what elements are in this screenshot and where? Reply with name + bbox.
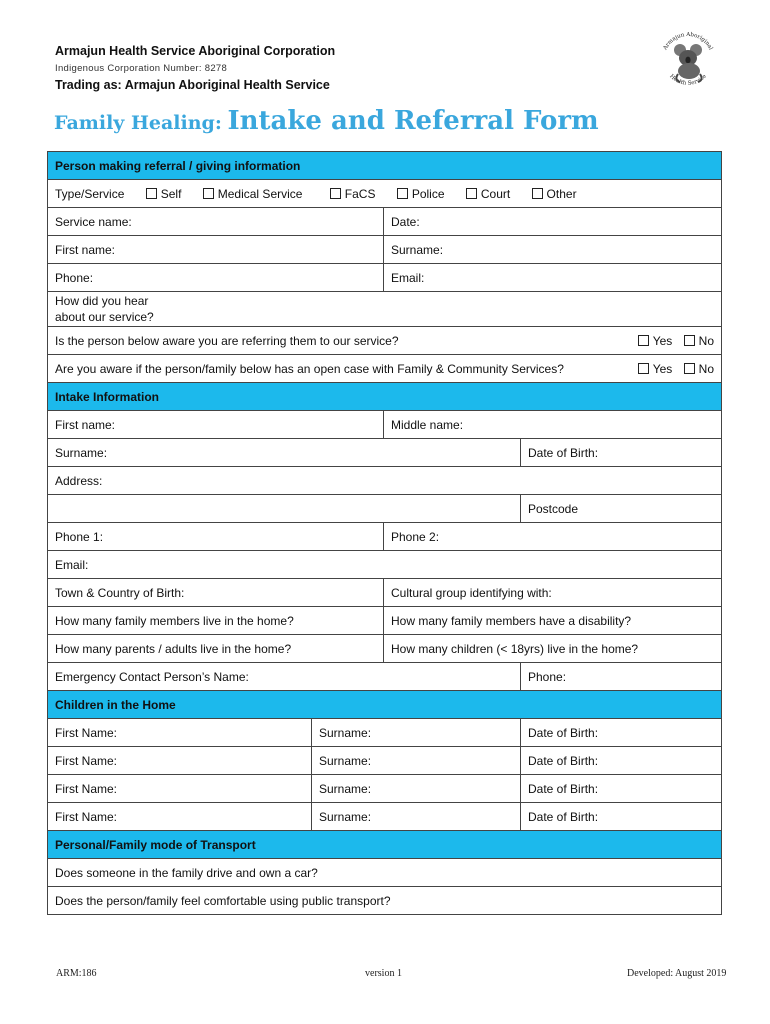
footer-developed-date: Developed: August 2019 <box>627 968 727 979</box>
child-dob-field[interactable]: Date of Birth: <box>521 747 722 775</box>
checkbox-facs-no[interactable] <box>684 363 695 374</box>
child-first-name-field[interactable]: First Name: <box>48 747 312 775</box>
how-heard-label-line1: How did you hear <box>55 293 149 308</box>
child-dob-field[interactable]: Date of Birth: <box>521 803 722 831</box>
child-surname-field[interactable]: Surname: <box>312 803 521 831</box>
child-dob-field[interactable]: Date of Birth: <box>521 719 722 747</box>
facs-question: Are you aware if the person/family below has an open case with Family & Community Services? <box>55 361 564 376</box>
svg-text:Armajun Aboriginal <box>662 32 714 52</box>
intake-email-field[interactable]: Email: <box>48 551 722 579</box>
footer-version: version 1 <box>365 968 402 979</box>
koala-logo-icon <box>658 30 718 90</box>
footer-form-code: ARM:186 <box>56 968 97 979</box>
cultural-group-field[interactable]: Cultural group identifying with: <box>384 579 722 607</box>
referrer-phone-field[interactable]: Phone: <box>48 264 384 292</box>
type-service-row <box>48 180 722 208</box>
aware-no-label: No <box>698 333 714 348</box>
checkbox-police[interactable] <box>397 188 408 199</box>
referrer-date-field[interactable]: Date: <box>384 208 722 236</box>
child-first-name-field[interactable]: First Name: <box>48 775 312 803</box>
checkbox-self[interactable] <box>146 188 157 199</box>
trading-as: Trading as: Armajun Aboriginal Health Service <box>55 78 330 92</box>
emergency-contact-name-field[interactable]: Emergency Contact Person’s Name: <box>48 663 521 691</box>
checkbox-medical-service[interactable] <box>203 188 214 199</box>
referrer-email-field[interactable]: Email: <box>384 264 722 292</box>
emergency-contact-phone-field[interactable]: Phone: <box>521 663 722 691</box>
intake-phone2-field[interactable]: Phone 2: <box>384 523 722 551</box>
referral-form-table <box>47 151 722 915</box>
aware-question-row <box>48 327 722 355</box>
public-transport-question-field[interactable]: Does the person/family feel comfortable using public transport? <box>48 887 722 915</box>
intake-middle-name-field[interactable]: Middle name: <box>384 411 722 439</box>
checkbox-facs-yes[interactable] <box>638 363 649 374</box>
section-referrer: Person making referral / giving information <box>48 152 722 180</box>
form-title <box>54 106 599 136</box>
referrer-first-name-field[interactable]: First name: <box>48 236 384 264</box>
child-dob-field[interactable]: Date of Birth: <box>521 775 722 803</box>
logo-bottom-text: Health Service <box>668 73 708 87</box>
intake-postcode-field[interactable]: Postcode <box>521 495 722 523</box>
parents-adults-count-field[interactable]: How many parents / adults live in the home? <box>48 635 384 663</box>
facs-no-label: No <box>698 361 714 376</box>
section-children: Children in the Home <box>48 691 722 719</box>
how-heard-label-line2: about our service? <box>55 310 154 324</box>
aware-yes-label: Yes <box>652 333 673 348</box>
checkbox-other[interactable] <box>532 188 543 199</box>
option-facs: FaCS <box>344 186 376 201</box>
section-transport: Personal/Family mode of Transport <box>48 831 722 859</box>
referrer-service-name-field[interactable]: Service name: <box>48 208 384 236</box>
aware-question: Is the person below aware you are referring them to our service? <box>55 333 399 348</box>
child-first-name-field[interactable]: First Name: <box>48 803 312 831</box>
child-surname-field[interactable]: Surname: <box>312 747 521 775</box>
town-country-birth-field[interactable]: Town & Country of Birth: <box>48 579 384 607</box>
checkbox-court[interactable] <box>466 188 477 199</box>
checkbox-facs[interactable] <box>330 188 341 199</box>
intake-address-field[interactable]: Address: <box>48 467 722 495</box>
option-police: Police <box>411 186 445 201</box>
type-service-label: Type/Service <box>55 186 125 201</box>
org-header <box>55 44 335 92</box>
table-row <box>48 803 722 831</box>
children-count-field[interactable]: How many children (< 18yrs) live in the home? <box>384 635 722 663</box>
intake-first-name-field[interactable]: First name: <box>48 411 384 439</box>
indigenous-corporation-number: Indigenous Corporation Number: 8278 <box>55 63 228 74</box>
org-name: Armajun Health Service Aboriginal Corporation <box>55 44 336 58</box>
logo-top-text: Armajun Aboriginal <box>662 31 714 52</box>
intake-phone1-field[interactable]: Phone 1: <box>48 523 384 551</box>
form-title-main: Intake and Referral Form <box>227 106 599 136</box>
facs-yes-label: Yes <box>652 361 673 376</box>
table-row <box>48 775 722 803</box>
checkbox-aware-yes[interactable] <box>638 335 649 346</box>
how-heard-field[interactable] <box>48 292 722 327</box>
child-surname-field[interactable]: Surname: <box>312 719 521 747</box>
intake-surname-field[interactable]: Surname: <box>48 439 521 467</box>
option-medical-service: Medical Service <box>217 186 303 201</box>
section-intake: Intake Information <box>48 383 722 411</box>
child-first-name-field[interactable]: First Name: <box>48 719 312 747</box>
referrer-surname-field[interactable]: Surname: <box>384 236 722 264</box>
option-self: Self <box>160 186 182 201</box>
table-row <box>48 747 722 775</box>
drive-car-question-field[interactable]: Does someone in the family drive and own a car? <box>48 859 722 887</box>
intake-address-line2-field[interactable] <box>48 495 521 523</box>
option-court: Court <box>480 186 511 201</box>
option-other: Other <box>546 186 577 201</box>
form-title-prefix: Family Healing: <box>54 112 222 134</box>
checkbox-aware-no[interactable] <box>684 335 695 346</box>
table-row <box>48 719 722 747</box>
intake-dob-field[interactable]: Date of Birth: <box>521 439 722 467</box>
disability-count-field[interactable]: How many family members have a disability? <box>384 607 722 635</box>
family-members-count-field[interactable]: How many family members live in the home? <box>48 607 384 635</box>
child-surname-field[interactable]: Surname: <box>312 775 521 803</box>
facs-question-row <box>48 355 722 383</box>
